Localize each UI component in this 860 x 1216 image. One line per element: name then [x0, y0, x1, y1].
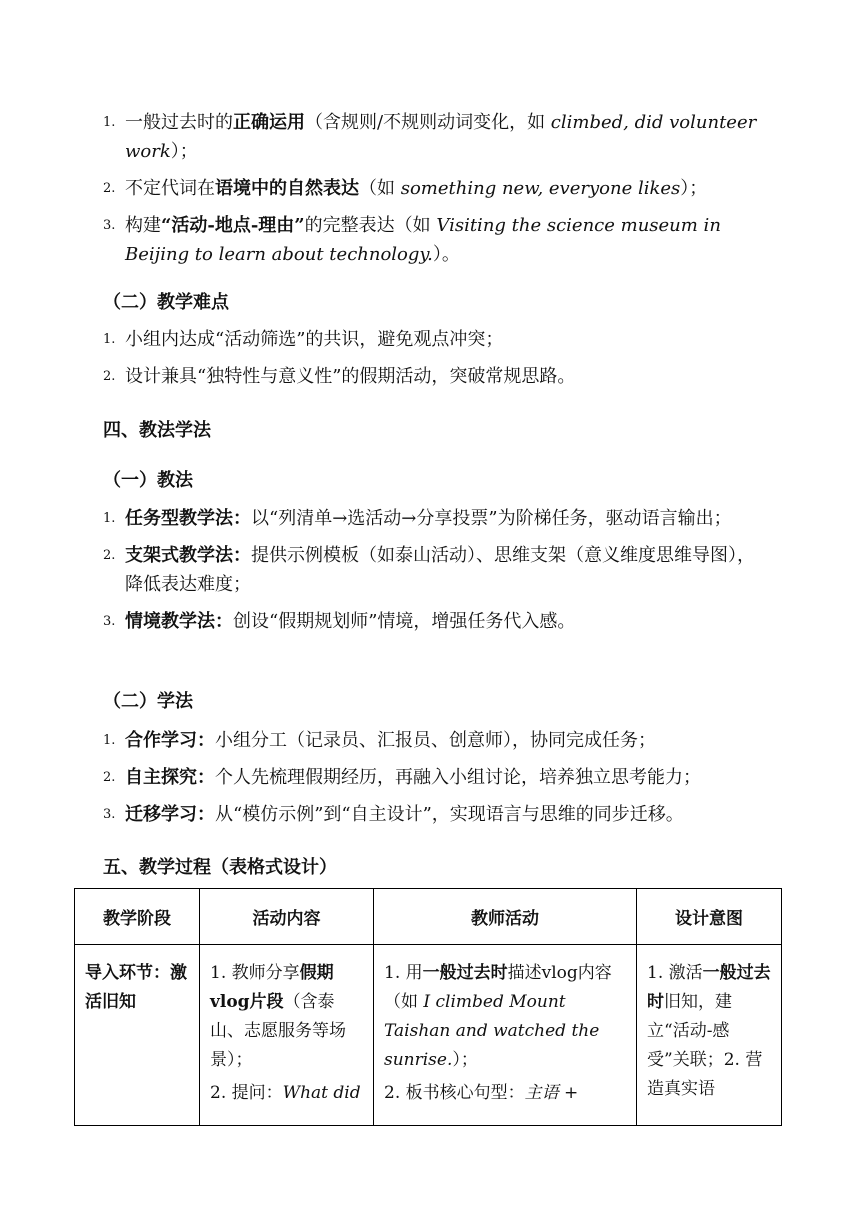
bold-text: 正确运用 — [233, 112, 305, 133]
text-run: 1. 用 — [384, 963, 423, 983]
text-run: 以“列清单→选活动→分享投票”为阶梯任务，驱动语言输出； — [251, 508, 732, 529]
text-run: ）； — [170, 141, 198, 162]
text-run: 创设“假期规划师”情境，增强任务代入感。 — [233, 611, 576, 632]
bold-text: 一般过去时 — [647, 963, 771, 1012]
text-run: （如 — [359, 178, 401, 199]
italic-text: 主语 + — [524, 1083, 579, 1103]
bold-text: “活动-地点-理由” — [161, 215, 305, 236]
list-number: 2. — [103, 770, 116, 785]
text-run: ）； — [680, 178, 708, 199]
list-item — [103, 607, 763, 636]
list-item — [103, 763, 763, 792]
text-run: 不定代词在 — [125, 178, 215, 199]
bold-text: 一般过去时 — [422, 963, 508, 983]
list-item — [103, 174, 763, 203]
list-number: 2. — [103, 548, 116, 563]
list-item — [103, 108, 763, 166]
text-run: （含泰山、志愿服务等场景）； — [210, 992, 346, 1070]
list-number: 1. — [103, 733, 116, 748]
text-run: 从“模仿示例”到“自主设计”，实现语言与思维的同步迁移。 — [215, 804, 684, 825]
table-header-cell: 教学阶段 — [75, 889, 200, 945]
cell-paragraph — [647, 959, 771, 1104]
list-number: 2. — [103, 369, 116, 384]
text-run: 旧知，建立“活动-感受”关联；2. 营造真实语 — [647, 992, 763, 1099]
cell-paragraph — [384, 959, 626, 1075]
italic-text: something new, everyone likes — [400, 178, 681, 199]
list-item — [103, 541, 763, 599]
stage-cell: 导入环节：激活旧知 — [75, 945, 200, 1126]
text-run: 小组内达成“活动筛选”的共识，避免观点冲突； — [125, 329, 504, 350]
list-number: 3. — [103, 614, 116, 629]
content-cell — [200, 945, 374, 1126]
learning-methods-list — [103, 726, 763, 837]
text-run: 描述vlog内容（如 — [384, 963, 612, 1012]
key-points-list — [103, 108, 763, 277]
list-number: 1. — [103, 115, 116, 130]
design-intent-cell — [637, 945, 782, 1126]
list-number: 3. — [103, 807, 116, 822]
italic-text: Visiting the science museum in Beijing to learn about technology. — [125, 215, 721, 265]
text-run: 个人先梳理假期经历，再融入小组讨论，培养独立思考能力； — [215, 767, 701, 788]
table-header-cell: 设计意图 — [637, 889, 782, 945]
teaching-process-table — [74, 888, 782, 1126]
table-header-cell: 活动内容 — [200, 889, 374, 945]
italic-text: climbed, did volunteer work — [125, 112, 757, 162]
text-run: 1. 教师分享 — [210, 963, 300, 983]
list-item — [103, 211, 763, 269]
italic-text: I climbed Mount Taishan and watched the sunrise. — [384, 992, 600, 1070]
table-header-cell: 教师活动 — [374, 889, 637, 945]
italic-text: What did — [282, 1083, 361, 1103]
list-number: 3. — [103, 218, 116, 233]
list-item — [103, 362, 763, 391]
section-heading-process: 五、教学过程（表格式设计） — [103, 857, 337, 878]
subheading-teaching-methods: （一）教法 — [103, 470, 193, 491]
list-item — [103, 504, 763, 533]
subheading-learning-methods: （二）学法 — [103, 691, 193, 712]
text-run: 设计兼具“独特性与意义性”的假期活动，突破常规思路。 — [125, 366, 576, 387]
teacher-activity-cell — [374, 945, 637, 1126]
list-number: 1. — [103, 332, 116, 347]
section-heading-methods: 四、教法学法 — [103, 420, 211, 441]
bold-text: 语境中的自然表达 — [215, 178, 359, 199]
subheading-difficulties: （二）教学难点 — [103, 292, 229, 313]
cell-paragraph — [384, 1079, 626, 1108]
text-run: 构建 — [125, 215, 161, 236]
bold-text: 迁移学习： — [125, 804, 215, 825]
text-run: ）； — [452, 1050, 478, 1070]
text-run: 2. 提问： — [210, 1083, 283, 1103]
bold-text: 合作学习： — [125, 730, 215, 751]
text-run: 一般过去时的 — [125, 112, 233, 133]
list-number: 1. — [103, 511, 116, 526]
bold-text: 自主探究： — [125, 767, 215, 788]
list-item — [103, 726, 763, 755]
text-run: 1. 激活 — [647, 963, 703, 983]
table-header-row — [75, 889, 782, 945]
bold-text: 支架式教学法： — [125, 545, 251, 566]
teaching-methods-list — [103, 504, 763, 644]
cell-paragraph — [210, 959, 363, 1075]
text-run: ）。 — [432, 244, 460, 265]
bold-text: 任务型教学法： — [125, 508, 251, 529]
text-run: （含规则/不规则动词变化，如 — [305, 112, 551, 133]
difficulties-list — [103, 325, 763, 399]
text-run: 小组分工（记录员、汇报员、创意师），协同完成任务； — [215, 730, 656, 751]
list-number: 2. — [103, 181, 116, 196]
text-run: 的完整表达（如 — [304, 215, 437, 236]
list-item — [103, 800, 763, 829]
bold-text: 假期vlog片段 — [210, 963, 334, 1012]
list-item — [103, 325, 763, 354]
text-run: 2. 板书核心句型： — [384, 1083, 525, 1103]
table-row — [75, 945, 782, 1126]
cell-paragraph — [210, 1079, 363, 1108]
bold-text: 情境教学法： — [125, 611, 233, 632]
text-run: 提供示例模板（如泰山活动）、思维支架（意义维度思维导图），降低表达难度； — [125, 545, 755, 595]
